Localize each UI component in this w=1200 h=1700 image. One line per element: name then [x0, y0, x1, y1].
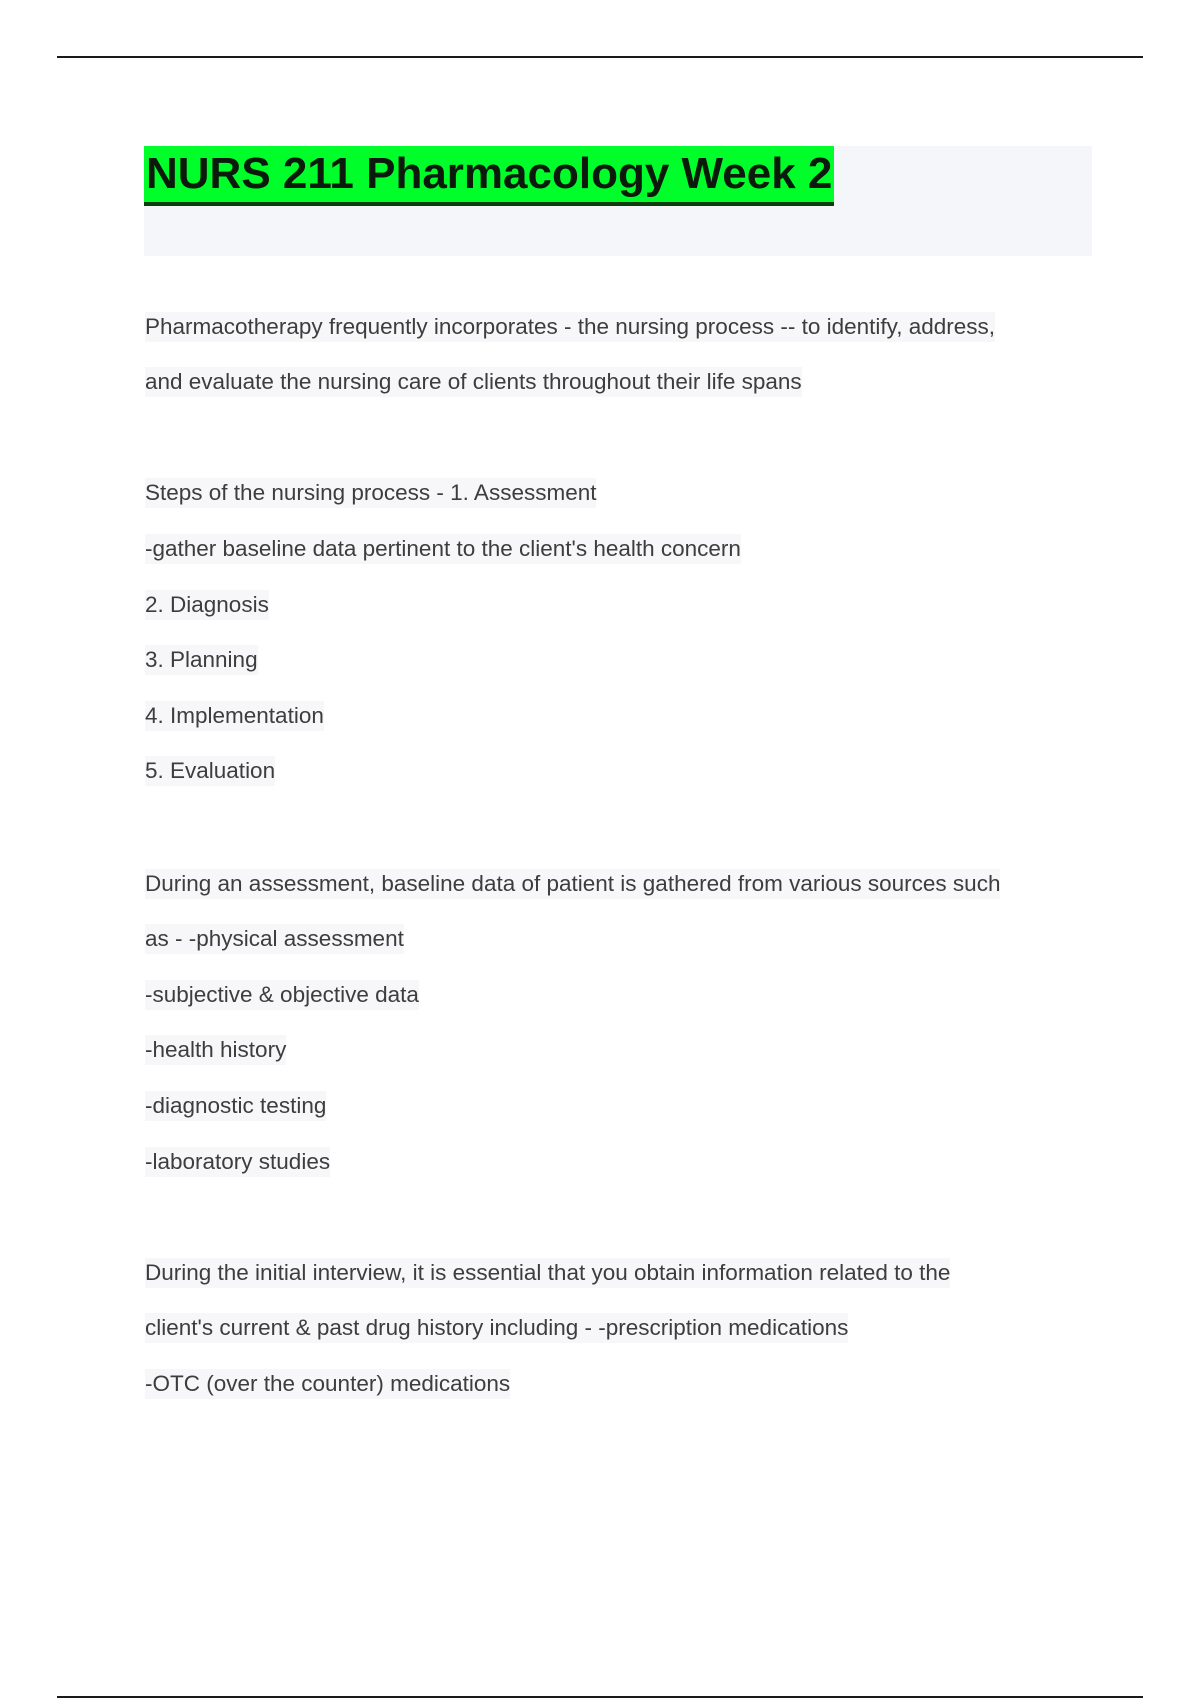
- text-line: During an assessment, baseline data of patient is gathered from various sources such: [145, 869, 1000, 899]
- text-line: Steps of the nursing process - 1. Assessment: [145, 478, 596, 508]
- list-item: 3. Planning: [145, 645, 258, 675]
- list-item: -diagnostic testing: [145, 1091, 326, 1121]
- text-line: -gather baseline data pertinent to the client's health concern: [145, 534, 741, 564]
- page-title: NURS 211 Pharmacology Week 2: [144, 146, 834, 206]
- list-item: 5. Evaluation: [145, 756, 275, 786]
- list-item: -health history: [145, 1035, 286, 1065]
- list-item: 2. Diagnosis: [145, 590, 269, 620]
- text-line: client's current & past drug history including - -prescription medications: [145, 1313, 848, 1343]
- list-item: 4. Implementation: [145, 701, 324, 731]
- header-rule: [57, 56, 1143, 58]
- text-line: and evaluate the nursing care of clients throughout their life spans: [145, 367, 802, 397]
- footer-rule: [57, 1696, 1143, 1698]
- text-line: During the initial interview, it is essential that you obtain information related to the: [145, 1258, 950, 1288]
- text-line: as - -physical assessment: [145, 924, 404, 954]
- text-line: Pharmacotherapy frequently incorporates - the nursing process -- to identify, address,: [145, 312, 995, 342]
- list-item: -subjective & objective data: [145, 980, 419, 1010]
- list-item: -OTC (over the counter) medications: [145, 1369, 510, 1399]
- list-item: -laboratory studies: [145, 1147, 330, 1177]
